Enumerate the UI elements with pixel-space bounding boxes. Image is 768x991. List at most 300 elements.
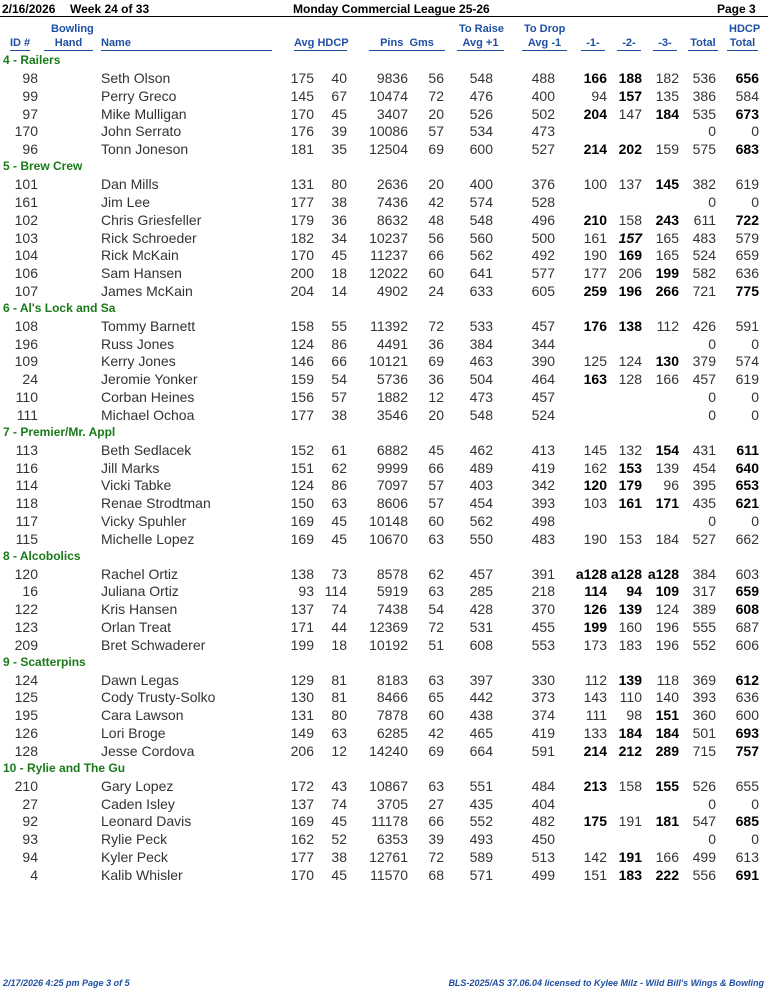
cell-pins: 5736 bbox=[376, 371, 408, 388]
team-header bbox=[0, 158, 768, 175]
player-row bbox=[0, 812, 768, 830]
player-row bbox=[0, 724, 768, 742]
cell-id: 124 bbox=[14, 671, 38, 688]
cell-g3: 112 bbox=[656, 317, 679, 334]
cell-pins: 9999 bbox=[376, 459, 408, 476]
cell-total: 0 bbox=[708, 831, 716, 848]
cell-g2: 169 bbox=[618, 247, 642, 264]
cell-id: 209 bbox=[14, 636, 38, 653]
cell-id: 118 bbox=[15, 495, 38, 512]
cell-gms: 20 bbox=[428, 105, 444, 122]
cell-hdcp: 38 bbox=[331, 848, 347, 865]
cell-ht: 0 bbox=[751, 831, 759, 848]
cell-hdcp: 18 bbox=[331, 265, 347, 282]
cell-pins: 12761 bbox=[369, 848, 408, 865]
cell-drop: 605 bbox=[531, 282, 555, 299]
cell-ht: 683 bbox=[735, 141, 759, 158]
cell-g1: 112 bbox=[584, 671, 607, 688]
cell-avg: 162 bbox=[290, 831, 314, 848]
cell-avg: 129 bbox=[290, 671, 314, 688]
cell-avg: 131 bbox=[290, 176, 314, 193]
cell-g1: 111 bbox=[585, 707, 607, 724]
cell-gms: 69 bbox=[428, 141, 444, 158]
cell-name: Gary Lopez bbox=[101, 777, 174, 794]
cell-hdcp: 45 bbox=[331, 512, 347, 529]
cell-name: Corban Heines bbox=[101, 389, 195, 406]
col-id: ID # bbox=[10, 37, 31, 49]
cell-total: 535 bbox=[692, 105, 716, 122]
cell-gms: 57 bbox=[428, 477, 444, 494]
cell-hdcp: 62 bbox=[331, 459, 347, 476]
cell-gms: 63 bbox=[428, 671, 444, 688]
cell-avg: 151 bbox=[290, 459, 314, 476]
player-row bbox=[0, 317, 768, 335]
player-row bbox=[0, 565, 768, 583]
cell-id: 24 bbox=[22, 371, 38, 388]
cell-avg: 137 bbox=[290, 601, 314, 618]
cell-avg: 130 bbox=[290, 689, 314, 706]
col-total: Total bbox=[688, 37, 718, 51]
cell-g2: 138 bbox=[618, 317, 642, 334]
cell-name: Kris Hansen bbox=[101, 601, 178, 618]
cell-hdcp: 12 bbox=[331, 742, 347, 759]
cell-total: 0 bbox=[708, 123, 716, 140]
cell-name: Juliana Ortiz bbox=[101, 583, 179, 600]
cell-total: 0 bbox=[708, 193, 716, 210]
cell-ht: 653 bbox=[735, 477, 759, 494]
cell-avg: 172 bbox=[290, 777, 314, 794]
cell-total: 552 bbox=[692, 636, 716, 653]
cell-total: 386 bbox=[692, 87, 716, 104]
player-row bbox=[0, 335, 768, 353]
cell-gms: 63 bbox=[428, 583, 444, 600]
cell-ht: 591 bbox=[735, 317, 759, 334]
cell-avg: 199 bbox=[290, 636, 314, 653]
cell-hdcp: 34 bbox=[331, 229, 347, 246]
cell-avg: 170 bbox=[290, 247, 314, 264]
cell-gms: 42 bbox=[428, 193, 444, 210]
cell-id: 114 bbox=[15, 477, 38, 494]
cell-gms: 48 bbox=[428, 211, 444, 228]
cell-ht: 584 bbox=[735, 87, 759, 104]
cell-id: 125 bbox=[14, 689, 38, 706]
cell-hdcp: 80 bbox=[331, 176, 347, 193]
col-pins: Pins bbox=[380, 37, 404, 49]
cell-drop: 344 bbox=[531, 335, 555, 352]
cell-hdcp: 45 bbox=[331, 105, 347, 122]
cell-g2: 158 bbox=[618, 777, 642, 794]
cell-id: 106 bbox=[14, 265, 38, 282]
col-bowling: Bowling bbox=[51, 23, 94, 35]
cell-g1: 163 bbox=[583, 371, 607, 388]
cell-raise: 548 bbox=[469, 406, 493, 423]
cell-raise: 551 bbox=[469, 777, 493, 794]
team-header bbox=[0, 760, 768, 777]
player-row bbox=[0, 866, 768, 884]
player-row bbox=[0, 140, 768, 158]
license-text: BLS-2025/AS 37.06.04 licensed to Kylee Milz - Wild Bill's Wings & Bowling bbox=[448, 978, 764, 988]
cell-total: 393 bbox=[692, 689, 716, 706]
player-row bbox=[0, 69, 768, 87]
cell-hdcp: 61 bbox=[331, 441, 347, 458]
cell-g3: 289 bbox=[655, 742, 679, 759]
cell-g3: 181 bbox=[655, 813, 679, 830]
cell-raise: 589 bbox=[469, 848, 493, 865]
cell-total: 575 bbox=[692, 141, 716, 158]
cell-total: 369 bbox=[692, 671, 716, 688]
cell-g1: 125 bbox=[583, 353, 607, 370]
cell-g3: 145 bbox=[655, 176, 679, 193]
cell-id: 110 bbox=[15, 389, 38, 406]
cell-raise: 438 bbox=[469, 707, 493, 724]
cell-raise: 560 bbox=[469, 229, 493, 246]
cell-g2: 147 bbox=[618, 105, 642, 122]
cell-raise: 600 bbox=[469, 141, 493, 158]
cell-gms: 72 bbox=[428, 848, 444, 865]
cell-hdcp: 43 bbox=[331, 777, 347, 794]
cell-name: Kyler Peck bbox=[101, 848, 168, 865]
cell-ht: 608 bbox=[735, 601, 759, 618]
player-row bbox=[0, 795, 768, 813]
cell-raise: 465 bbox=[469, 725, 493, 742]
cell-id: 161 bbox=[14, 193, 38, 210]
cell-id: 170 bbox=[14, 123, 38, 140]
player-row bbox=[0, 600, 768, 618]
cell-ht: 687 bbox=[735, 618, 759, 635]
cell-gms: 66 bbox=[428, 247, 444, 264]
cell-raise: 633 bbox=[469, 282, 493, 299]
cell-g3: 222 bbox=[655, 866, 679, 883]
cell-pins: 3546 bbox=[376, 406, 408, 423]
cell-avg: 170 bbox=[290, 105, 314, 122]
cell-g3: 171 bbox=[655, 495, 679, 512]
cell-raise: 428 bbox=[469, 601, 493, 618]
cell-drop: 404 bbox=[531, 795, 555, 812]
cell-total: 0 bbox=[708, 335, 716, 352]
cell-gms: 65 bbox=[428, 689, 444, 706]
cell-gms: 39 bbox=[428, 831, 444, 848]
cell-g2: 184 bbox=[618, 725, 642, 742]
cell-g1: 214 bbox=[583, 141, 607, 158]
cell-drop: 527 bbox=[531, 141, 555, 158]
cell-ht: 603 bbox=[735, 565, 759, 582]
cell-name: Rick Schroeder bbox=[101, 229, 197, 246]
cell-drop: 373 bbox=[531, 689, 555, 706]
cell-drop: 498 bbox=[531, 512, 555, 529]
cell-id: 104 bbox=[14, 247, 38, 264]
cell-g1: 145 bbox=[583, 441, 607, 458]
player-row bbox=[0, 441, 768, 459]
cell-drop: 393 bbox=[531, 495, 555, 512]
cell-gms: 24 bbox=[428, 282, 444, 299]
cell-pins: 11178 bbox=[371, 813, 408, 830]
cell-name: Caden Isley bbox=[101, 795, 175, 812]
cell-drop: 419 bbox=[531, 725, 555, 742]
cell-avg: 145 bbox=[290, 87, 314, 104]
cell-ht: 600 bbox=[735, 707, 759, 724]
cell-total: 384 bbox=[692, 565, 716, 582]
cell-raise: 462 bbox=[469, 441, 493, 458]
cell-hdcp: 39 bbox=[331, 123, 347, 140]
cell-pins: 7438 bbox=[376, 601, 408, 618]
cell-hdcp: 45 bbox=[331, 247, 347, 264]
cell-g1: 142 bbox=[583, 848, 607, 865]
page-label: Page 3 bbox=[717, 2, 756, 16]
cell-avg: 200 bbox=[290, 265, 314, 282]
cell-raise: 384 bbox=[469, 335, 493, 352]
cell-ht: 673 bbox=[735, 105, 759, 122]
cell-name: Jeromie Yonker bbox=[101, 371, 198, 388]
col-hand: Hand bbox=[44, 37, 93, 51]
col-raise-1: To Raise bbox=[459, 23, 505, 35]
cell-ht: 0 bbox=[751, 335, 759, 352]
cell-ht: 693 bbox=[735, 725, 759, 742]
team-header bbox=[0, 548, 768, 565]
cell-id: 16 bbox=[22, 583, 38, 600]
col-gms: Gms bbox=[409, 37, 434, 49]
player-row bbox=[0, 706, 768, 724]
cell-avg: 206 bbox=[290, 742, 314, 759]
cell-total: 454 bbox=[692, 459, 716, 476]
column-headers bbox=[0, 21, 768, 55]
cell-hdcp: 54 bbox=[331, 371, 347, 388]
cell-id: 98 bbox=[22, 70, 38, 87]
cell-id: 111 bbox=[16, 406, 38, 423]
cell-name: Tommy Barnett bbox=[101, 317, 196, 334]
cell-g2: 196 bbox=[618, 282, 642, 299]
cell-g3: 139 bbox=[655, 459, 679, 476]
cell-total: 721 bbox=[692, 282, 716, 299]
cell-hdcp: 63 bbox=[331, 725, 347, 742]
cell-ht: 619 bbox=[735, 371, 759, 388]
cell-avg: 124 bbox=[290, 335, 314, 352]
player-row bbox=[0, 406, 768, 424]
cell-g3: 199 bbox=[655, 265, 679, 282]
cell-pins: 7878 bbox=[376, 707, 408, 724]
cell-drop: 374 bbox=[531, 707, 555, 724]
cell-raise: 571 bbox=[469, 866, 493, 883]
cell-name: Perry Greco bbox=[101, 87, 177, 104]
player-row bbox=[0, 105, 768, 123]
cell-pins: 3705 bbox=[376, 795, 408, 812]
cell-total: 715 bbox=[692, 742, 716, 759]
cell-g3: 118 bbox=[656, 671, 679, 688]
cell-gms: 72 bbox=[428, 317, 444, 334]
cell-avg: 177 bbox=[290, 193, 314, 210]
player-row bbox=[0, 671, 768, 689]
cell-ht: 691 bbox=[735, 866, 759, 883]
cell-gms: 56 bbox=[428, 229, 444, 246]
cell-drop: 488 bbox=[531, 70, 555, 87]
cell-total: 0 bbox=[708, 406, 716, 423]
cell-total: 395 bbox=[692, 477, 716, 494]
cell-id: 195 bbox=[14, 707, 38, 724]
cell-gms: 57 bbox=[428, 495, 444, 512]
cell-hdcp: 57 bbox=[331, 389, 347, 406]
player-row bbox=[0, 742, 768, 760]
cell-g2: 153 bbox=[618, 530, 642, 547]
cell-ht: 613 bbox=[735, 848, 759, 865]
cell-total: 426 bbox=[692, 317, 716, 334]
cell-id: 102 bbox=[14, 211, 38, 228]
cell-avg: 146 bbox=[290, 353, 314, 370]
cell-drop: 499 bbox=[531, 866, 555, 883]
cell-id: 128 bbox=[14, 742, 38, 759]
cell-drop: 591 bbox=[531, 742, 555, 759]
cell-hdcp: 55 bbox=[331, 317, 347, 334]
cell-g1: 213 bbox=[583, 777, 607, 794]
cell-ht: 0 bbox=[751, 193, 759, 210]
cell-drop: 455 bbox=[531, 618, 555, 635]
cell-avg: 169 bbox=[290, 512, 314, 529]
player-row bbox=[0, 618, 768, 636]
cell-name: Jill Marks bbox=[101, 459, 160, 476]
cell-g2: 188 bbox=[618, 70, 642, 87]
col-drop-2: Avg -1 bbox=[522, 37, 567, 51]
cell-g1: 214 bbox=[583, 742, 607, 759]
player-row bbox=[0, 282, 768, 300]
cell-hdcp: 81 bbox=[331, 689, 347, 706]
cell-gms: 36 bbox=[428, 371, 444, 388]
cell-raise: 550 bbox=[469, 530, 493, 547]
cell-g2: 206 bbox=[618, 265, 642, 282]
cell-ht: 0 bbox=[751, 406, 759, 423]
cell-total: 524 bbox=[692, 247, 716, 264]
cell-pins: 8183 bbox=[376, 671, 408, 688]
cell-raise: 534 bbox=[469, 123, 493, 140]
cell-raise: 473 bbox=[469, 389, 493, 406]
cell-g3: 151 bbox=[655, 707, 679, 724]
cell-name: Cody Trusty-Solko bbox=[101, 689, 216, 706]
cell-avg: 138 bbox=[290, 565, 314, 582]
cell-avg: 169 bbox=[290, 813, 314, 830]
cell-gms: 66 bbox=[428, 813, 444, 830]
cell-drop: 492 bbox=[531, 247, 555, 264]
cell-avg: 179 bbox=[290, 211, 314, 228]
cell-name: Dawn Legas bbox=[101, 671, 179, 688]
cell-id: 117 bbox=[15, 512, 38, 529]
cell-id: 115 bbox=[15, 530, 38, 547]
cell-id: 96 bbox=[22, 141, 38, 158]
cell-pins: 8606 bbox=[376, 495, 408, 512]
cell-name: Dan Mills bbox=[101, 176, 159, 193]
cell-raise: 489 bbox=[469, 459, 493, 476]
cell-g2: 160 bbox=[618, 618, 642, 635]
cell-ht: 619 bbox=[735, 176, 759, 193]
player-row bbox=[0, 264, 768, 282]
cell-g2: 124 bbox=[618, 353, 642, 370]
cell-hdcp: 35 bbox=[331, 141, 347, 158]
cell-pins: 7436 bbox=[376, 193, 408, 210]
team-title: 8 - Alcobolics bbox=[3, 548, 81, 563]
cell-g1: 162 bbox=[583, 459, 607, 476]
cell-name: Rick McKain bbox=[101, 247, 179, 264]
player-row bbox=[0, 582, 768, 600]
cell-g2: 183 bbox=[618, 866, 642, 883]
cell-g3: 196 bbox=[655, 618, 679, 635]
cell-avg: 176 bbox=[290, 123, 314, 140]
cell-hdcp: 114 bbox=[324, 583, 347, 600]
cell-raise: 463 bbox=[469, 353, 493, 370]
cell-raise: 548 bbox=[469, 70, 493, 87]
cell-g1: 259 bbox=[583, 282, 607, 299]
player-row bbox=[0, 193, 768, 211]
cell-name: John Serrato bbox=[101, 123, 182, 140]
cell-id: 123 bbox=[14, 618, 38, 635]
cell-pins: 5919 bbox=[376, 583, 408, 600]
cell-name: Bret Schwaderer bbox=[101, 636, 206, 653]
cell-gms: 69 bbox=[428, 353, 444, 370]
col-hdcp-total-2: Total bbox=[727, 37, 758, 51]
cell-id: 120 bbox=[14, 565, 38, 582]
cell-name: Chris Griesfeller bbox=[101, 211, 202, 228]
cell-name: Kerry Jones bbox=[101, 353, 176, 370]
team-header bbox=[0, 300, 768, 317]
cell-raise: 664 bbox=[469, 742, 493, 759]
cell-id: 113 bbox=[15, 441, 38, 458]
cell-name: Tonn Joneson bbox=[101, 141, 189, 158]
cell-total: 555 bbox=[692, 618, 716, 635]
cell-g1: 173 bbox=[583, 636, 607, 653]
cell-hdcp: 66 bbox=[331, 353, 347, 370]
cell-g3: 135 bbox=[655, 87, 679, 104]
cell-g2: 128 bbox=[618, 371, 642, 388]
cell-name: Vicky Spuhler bbox=[101, 512, 187, 529]
cell-gms: 27 bbox=[428, 795, 444, 812]
cell-g3: 96 bbox=[663, 477, 679, 494]
cell-gms: 68 bbox=[428, 866, 444, 883]
cell-hdcp: 45 bbox=[331, 866, 347, 883]
col-game1: -1- bbox=[581, 37, 605, 51]
cell-raise: 454 bbox=[469, 495, 493, 512]
cell-pins: 8578 bbox=[376, 565, 408, 582]
player-row bbox=[0, 512, 768, 530]
cell-name: Vicki Tabke bbox=[101, 477, 172, 494]
cell-drop: 218 bbox=[531, 583, 555, 600]
cell-avg: 124 bbox=[290, 477, 314, 494]
cell-id: 210 bbox=[14, 777, 38, 794]
cell-g2: 98 bbox=[626, 707, 642, 724]
cell-pins: 3407 bbox=[376, 105, 408, 122]
cell-drop: 473 bbox=[531, 123, 555, 140]
player-row bbox=[0, 636, 768, 654]
cell-pins: 4902 bbox=[376, 282, 408, 299]
cell-pins: 1882 bbox=[376, 389, 408, 406]
cell-ht: 606 bbox=[735, 636, 759, 653]
cell-hdcp: 45 bbox=[331, 530, 347, 547]
cell-hdcp: 52 bbox=[331, 831, 347, 848]
cell-name: Michael Ochoa bbox=[101, 406, 195, 423]
cell-g1: 126 bbox=[583, 601, 607, 618]
cell-g3: 124 bbox=[655, 601, 679, 618]
cell-hdcp: 40 bbox=[331, 70, 347, 87]
cell-pins: 6285 bbox=[376, 725, 408, 742]
cell-raise: 476 bbox=[469, 87, 493, 104]
cell-raise: 641 bbox=[469, 265, 493, 282]
cell-id: 92 bbox=[22, 813, 38, 830]
league-title: Monday Commercial League 25-26 bbox=[293, 2, 490, 16]
cell-g1: 204 bbox=[583, 105, 607, 122]
player-row bbox=[0, 370, 768, 388]
cell-hdcp: 38 bbox=[331, 406, 347, 423]
team-title: 4 - Railers bbox=[3, 53, 61, 67]
cell-pins: 12504 bbox=[369, 141, 408, 158]
player-row bbox=[0, 688, 768, 706]
cell-ht: 656 bbox=[735, 70, 759, 87]
cell-raise: 562 bbox=[469, 247, 493, 264]
cell-name: Rylie Peck bbox=[101, 831, 168, 848]
cell-avg: 204 bbox=[290, 282, 314, 299]
